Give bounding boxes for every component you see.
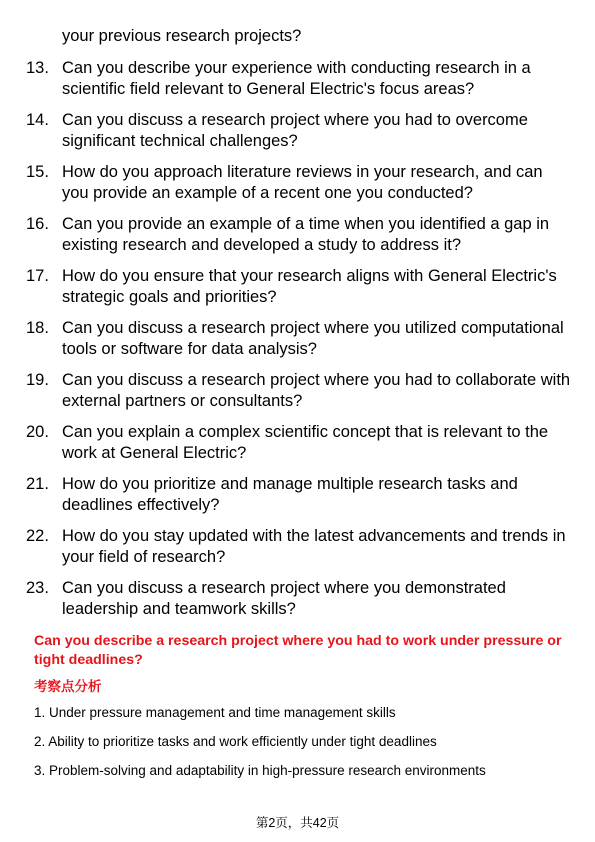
question-text: How do you stay updated with the latest advancements and trends in your field of research? [62, 527, 566, 566]
question-number: 14. [26, 111, 49, 129]
question-text: Can you discuss a research project where you had to overcome significant technical challenges? [62, 111, 528, 150]
question-number: 18. [26, 319, 49, 337]
assessment-point: 2. Ability to prioritize tasks and work efficiently under tight deadlines [34, 734, 437, 749]
question-number: 15. [26, 163, 49, 181]
page-footer: 第2页，共42页 [255, 816, 340, 830]
question-item-21 [0, 474, 595, 526]
question-text: Can you explain a complex scientific concept that is relevant to the work at General Electric? [62, 423, 549, 462]
question-number: 19. [26, 371, 49, 389]
assessment-point: 3. Problem-solving and adaptability in high-pressure research environments [34, 763, 486, 778]
question-text: Can you provide an example of a time when you identified a gap in existing research and developed a study to address it? [62, 215, 550, 254]
question-number: 17. [26, 267, 49, 285]
question-number: 21. [26, 475, 49, 493]
question-item-13 [0, 58, 595, 110]
question-number: 20. [26, 423, 49, 441]
question-text: Can you discuss a research project where you demonstrated leadership and teamwork skills? [62, 579, 506, 618]
question-text: Can you discuss a research project where you utilized computational tools or software for data analysis? [62, 319, 564, 358]
question-item-17 [0, 266, 595, 318]
question-text: How do you ensure that your research aligns with General Electric's strategic goals and priorities? [62, 267, 557, 306]
question-number: 16. [26, 215, 49, 233]
question-item-22 [0, 526, 595, 578]
continuation-line: your previous research projects? [62, 27, 302, 45]
section-title: Can you describe a research project where you had to work under pressure or tight deadlines? [34, 633, 562, 668]
question-number: 13. [26, 59, 49, 77]
question-text: How do you approach literature reviews in your research, and can you provide an example of a recent one you conducted? [62, 163, 543, 202]
assessment-points [34, 704, 486, 791]
section-subtitle: 考察点分析 [34, 679, 102, 694]
question-text: How do you prioritize and manage multiple research tasks and deadlines effectively? [62, 475, 518, 514]
assessment-point: 1. Under pressure management and time management skills [34, 705, 396, 720]
question-list [0, 58, 595, 630]
question-item-16 [0, 214, 595, 266]
question-text: Can you discuss a research project where you had to collaborate with external partners or consultants? [62, 371, 571, 410]
question-item-18 [0, 318, 595, 370]
question-text: Can you describe your experience with conducting research in a scientific field relevant to General Electric's focus areas? [62, 59, 531, 98]
question-item-19 [0, 370, 595, 422]
question-item-23 [0, 578, 595, 630]
question-item-14 [0, 110, 595, 162]
question-item-15 [0, 162, 595, 214]
question-item-20 [0, 422, 595, 474]
question-number: 22. [26, 527, 49, 545]
question-number: 23. [26, 579, 49, 597]
